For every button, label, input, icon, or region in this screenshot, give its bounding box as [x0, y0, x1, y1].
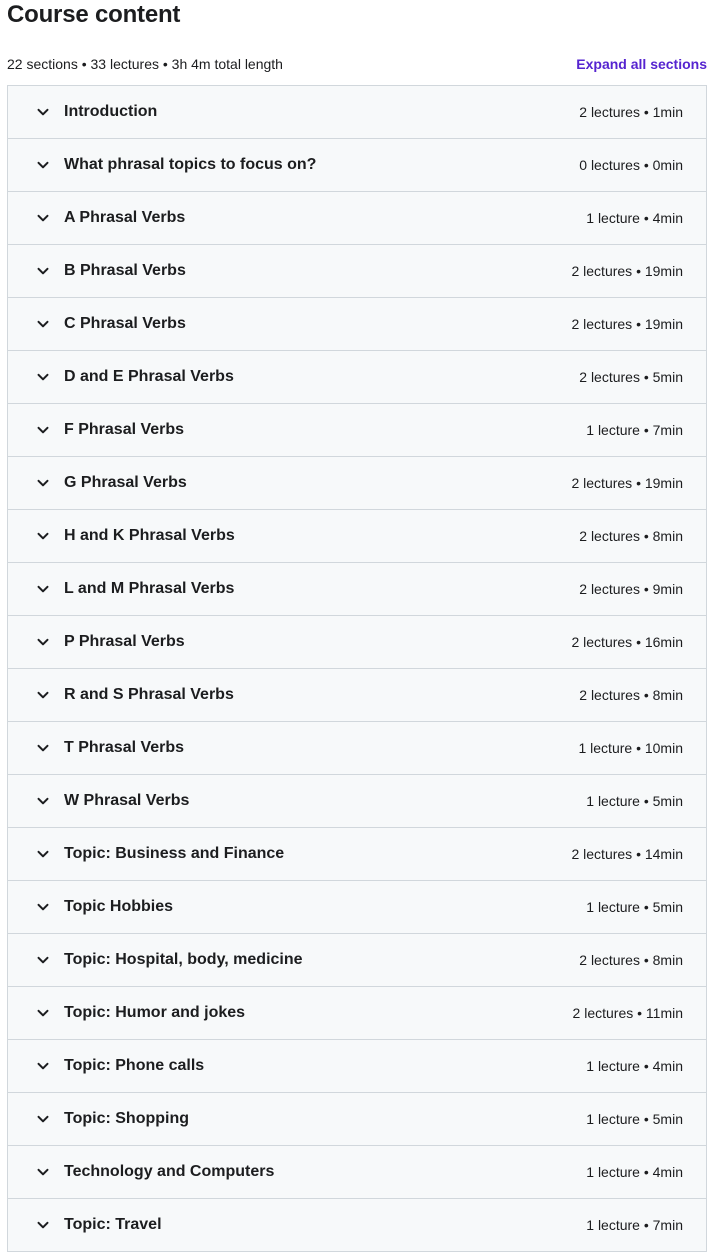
- section-title: H and K Phrasal Verbs: [64, 527, 235, 544]
- section-title: D and E Phrasal Verbs: [64, 368, 234, 385]
- chevron-down-icon: [36, 476, 50, 490]
- section-title: Topic: Travel: [64, 1216, 162, 1233]
- chevron-down-icon: [36, 635, 50, 649]
- section-meta: 0 lectures • 0min: [579, 157, 683, 173]
- section-row[interactable]: [8, 404, 706, 457]
- section-title: L and M Phrasal Verbs: [64, 580, 235, 597]
- section-meta: 2 lectures • 11min: [572, 1005, 683, 1021]
- section-meta: 1 lecture • 7min: [586, 422, 683, 438]
- section-meta: 1 lecture • 5min: [586, 899, 683, 915]
- section-meta: 1 lecture • 10min: [578, 740, 683, 756]
- section-list: [7, 85, 707, 1252]
- section-meta: 2 lectures • 14min: [571, 846, 683, 862]
- section-title: P Phrasal Verbs: [64, 633, 185, 650]
- section-row[interactable]: [8, 828, 706, 881]
- section-meta: 1 lecture • 7min: [586, 1217, 683, 1233]
- section-row[interactable]: [8, 934, 706, 987]
- chevron-down-icon: [36, 582, 50, 596]
- expand-all-sections-button[interactable]: Expand all sections: [576, 56, 707, 72]
- section-row[interactable]: [8, 1093, 706, 1146]
- section-meta: 2 lectures • 9min: [579, 581, 683, 597]
- page-title: Course content: [7, 1, 181, 28]
- section-title: R and S Phrasal Verbs: [64, 686, 234, 703]
- chevron-down-icon: [36, 317, 50, 331]
- chevron-down-icon: [36, 211, 50, 225]
- section-title: Technology and Computers: [64, 1163, 275, 1180]
- section-meta: 1 lecture • 4min: [586, 210, 683, 226]
- chevron-down-icon: [36, 794, 50, 808]
- section-title: W Phrasal Verbs: [64, 792, 190, 809]
- section-meta: 2 lectures • 8min: [579, 528, 683, 544]
- section-title: Introduction: [64, 103, 158, 120]
- section-row[interactable]: [8, 245, 706, 298]
- section-title: Topic: Humor and jokes: [64, 1004, 246, 1021]
- section-title: Topic Hobbies: [64, 898, 174, 915]
- section-row[interactable]: [8, 192, 706, 245]
- chevron-down-icon: [36, 847, 50, 861]
- course-summary-row: [7, 54, 707, 74]
- section-row[interactable]: [8, 1146, 706, 1199]
- section-row[interactable]: [8, 775, 706, 828]
- section-row[interactable]: [8, 722, 706, 775]
- section-meta: 1 lecture • 4min: [586, 1164, 683, 1180]
- section-meta: 2 lectures • 1min: [579, 104, 683, 120]
- chevron-down-icon: [36, 1218, 50, 1232]
- chevron-down-icon: [36, 741, 50, 755]
- chevron-down-icon: [36, 953, 50, 967]
- chevron-down-icon: [36, 370, 50, 384]
- section-row[interactable]: [8, 298, 706, 351]
- section-row[interactable]: [8, 881, 706, 934]
- section-meta: 1 lecture • 4min: [586, 1058, 683, 1074]
- course-summary: 22 sections • 33 lectures • 3h 4m total length: [7, 56, 283, 72]
- section-meta: 2 lectures • 19min: [571, 316, 683, 332]
- section-meta: 2 lectures • 19min: [571, 475, 683, 491]
- section-meta: 2 lectures • 19min: [571, 263, 683, 279]
- section-title: A Phrasal Verbs: [64, 209, 186, 226]
- section-row[interactable]: [8, 1199, 706, 1252]
- chevron-down-icon: [36, 264, 50, 278]
- section-row[interactable]: [8, 563, 706, 616]
- section-row[interactable]: [8, 139, 706, 192]
- section-title: G Phrasal Verbs: [64, 474, 187, 491]
- chevron-down-icon: [36, 1059, 50, 1073]
- section-meta: 2 lectures • 5min: [579, 369, 683, 385]
- section-row[interactable]: [8, 457, 706, 510]
- chevron-down-icon: [36, 105, 50, 119]
- section-title: T Phrasal Verbs: [64, 739, 185, 756]
- chevron-down-icon: [36, 1112, 50, 1126]
- chevron-down-icon: [36, 1165, 50, 1179]
- chevron-down-icon: [36, 529, 50, 543]
- section-meta: 2 lectures • 8min: [579, 952, 683, 968]
- section-row[interactable]: [8, 616, 706, 669]
- section-title: B Phrasal Verbs: [64, 262, 186, 279]
- section-row[interactable]: [8, 86, 706, 139]
- section-meta: 1 lecture • 5min: [586, 1111, 683, 1127]
- section-title: What phrasal topics to focus on?: [64, 156, 317, 173]
- section-row[interactable]: [8, 351, 706, 404]
- chevron-down-icon: [36, 1006, 50, 1020]
- section-row[interactable]: [8, 1040, 706, 1093]
- section-title: Topic: Shopping: [64, 1110, 190, 1127]
- chevron-down-icon: [36, 158, 50, 172]
- section-row[interactable]: [8, 669, 706, 722]
- chevron-down-icon: [36, 900, 50, 914]
- section-title: Topic: Business and Finance: [64, 845, 285, 862]
- chevron-down-icon: [36, 688, 50, 702]
- chevron-down-icon: [36, 423, 50, 437]
- section-meta: 2 lectures • 8min: [579, 687, 683, 703]
- section-title: F Phrasal Verbs: [64, 421, 185, 438]
- section-title: Topic: Hospital, body, medicine: [64, 951, 303, 968]
- section-meta: 2 lectures • 16min: [571, 634, 683, 650]
- section-meta: 1 lecture • 5min: [586, 793, 683, 809]
- section-row[interactable]: [8, 510, 706, 563]
- section-row[interactable]: [8, 987, 706, 1040]
- section-title: Topic: Phone calls: [64, 1057, 205, 1074]
- section-title: C Phrasal Verbs: [64, 315, 186, 332]
